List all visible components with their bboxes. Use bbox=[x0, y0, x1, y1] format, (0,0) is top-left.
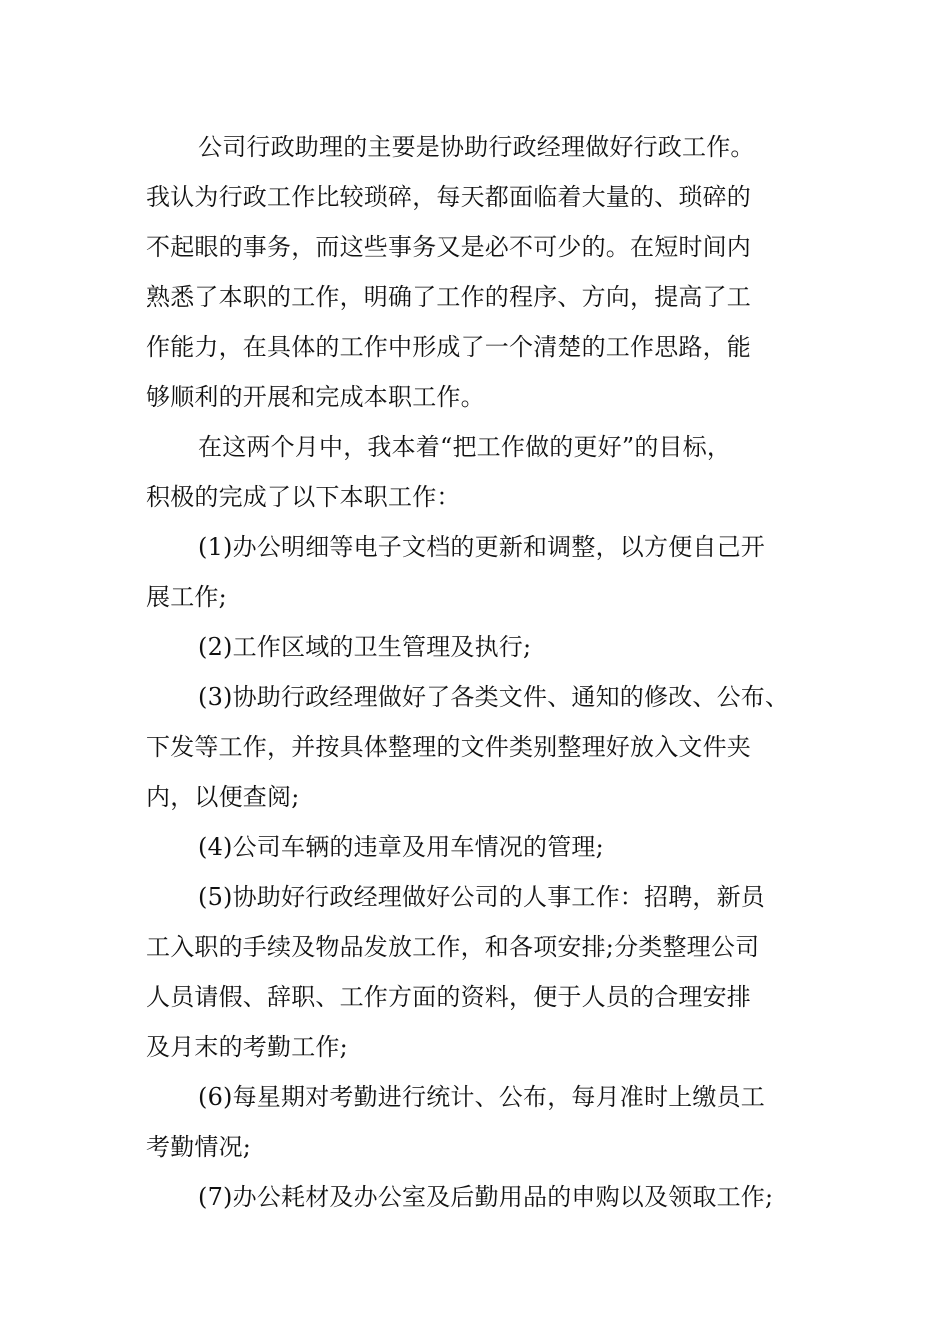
list-item-7: (7)办公耗材及办公室及后勤用品的申购以及领取工作; bbox=[198, 1183, 774, 1211]
text-line: 考勤情况; bbox=[146, 1133, 252, 1161]
text-line: 积极的完成了以下本职工作： bbox=[146, 483, 461, 511]
text-line: 熟悉了本职的工作，明确了工作的程序、方向，提高了工 bbox=[146, 283, 751, 311]
text-line: 在这两个月中，我本着“把工作做的更好”的目标， bbox=[198, 433, 732, 461]
list-item-5: (5)协助好行政经理做好公司的人事工作：招聘，新员 bbox=[198, 883, 765, 911]
text-line: 展工作; bbox=[146, 583, 227, 611]
text-line: 作能力，在具体的工作中形成了一个清楚的工作思路，能 bbox=[146, 333, 751, 361]
text-line: 内，以便查阅; bbox=[146, 783, 300, 811]
list-item-4: (4)公司车辆的违章及用车情况的管理; bbox=[198, 833, 604, 861]
text-line: 够顺利的开展和完成本职工作。 bbox=[146, 383, 485, 411]
text-line: 人员请假、辞职、工作方面的资料，便于人员的合理安排 bbox=[146, 983, 751, 1011]
text-line: 不起眼的事务，而这些事务又是必不可少的。在短时间内 bbox=[146, 233, 751, 261]
text-line: 下发等工作，并按具体整理的文件类别整理好放入文件夹 bbox=[146, 733, 751, 761]
list-item-6: (6)每星期对考勤进行统计、公布，每月准时上缴员工 bbox=[198, 1083, 765, 1111]
list-item-1: (1)办公明细等电子文档的更新和调整，以方便自己开 bbox=[198, 533, 765, 561]
text-line: 公司行政助理的主要是协助行政经理做好行政工作。 bbox=[198, 133, 755, 161]
list-item-3: (3)协助行政经理做好了各类文件、通知的修改、公布、 bbox=[198, 683, 790, 711]
text-line: 及月末的考勤工作; bbox=[146, 1033, 348, 1061]
text-line: 我认为行政工作比较琐碎，每天都面临着大量的、琐碎的 bbox=[146, 183, 751, 211]
list-item-2: (2)工作区域的卫生管理及执行; bbox=[198, 633, 532, 661]
text-line: 工入职的手续及物品发放工作，和各项安排;分类整理公司 bbox=[146, 933, 760, 961]
document-body bbox=[146, 122, 806, 1222]
